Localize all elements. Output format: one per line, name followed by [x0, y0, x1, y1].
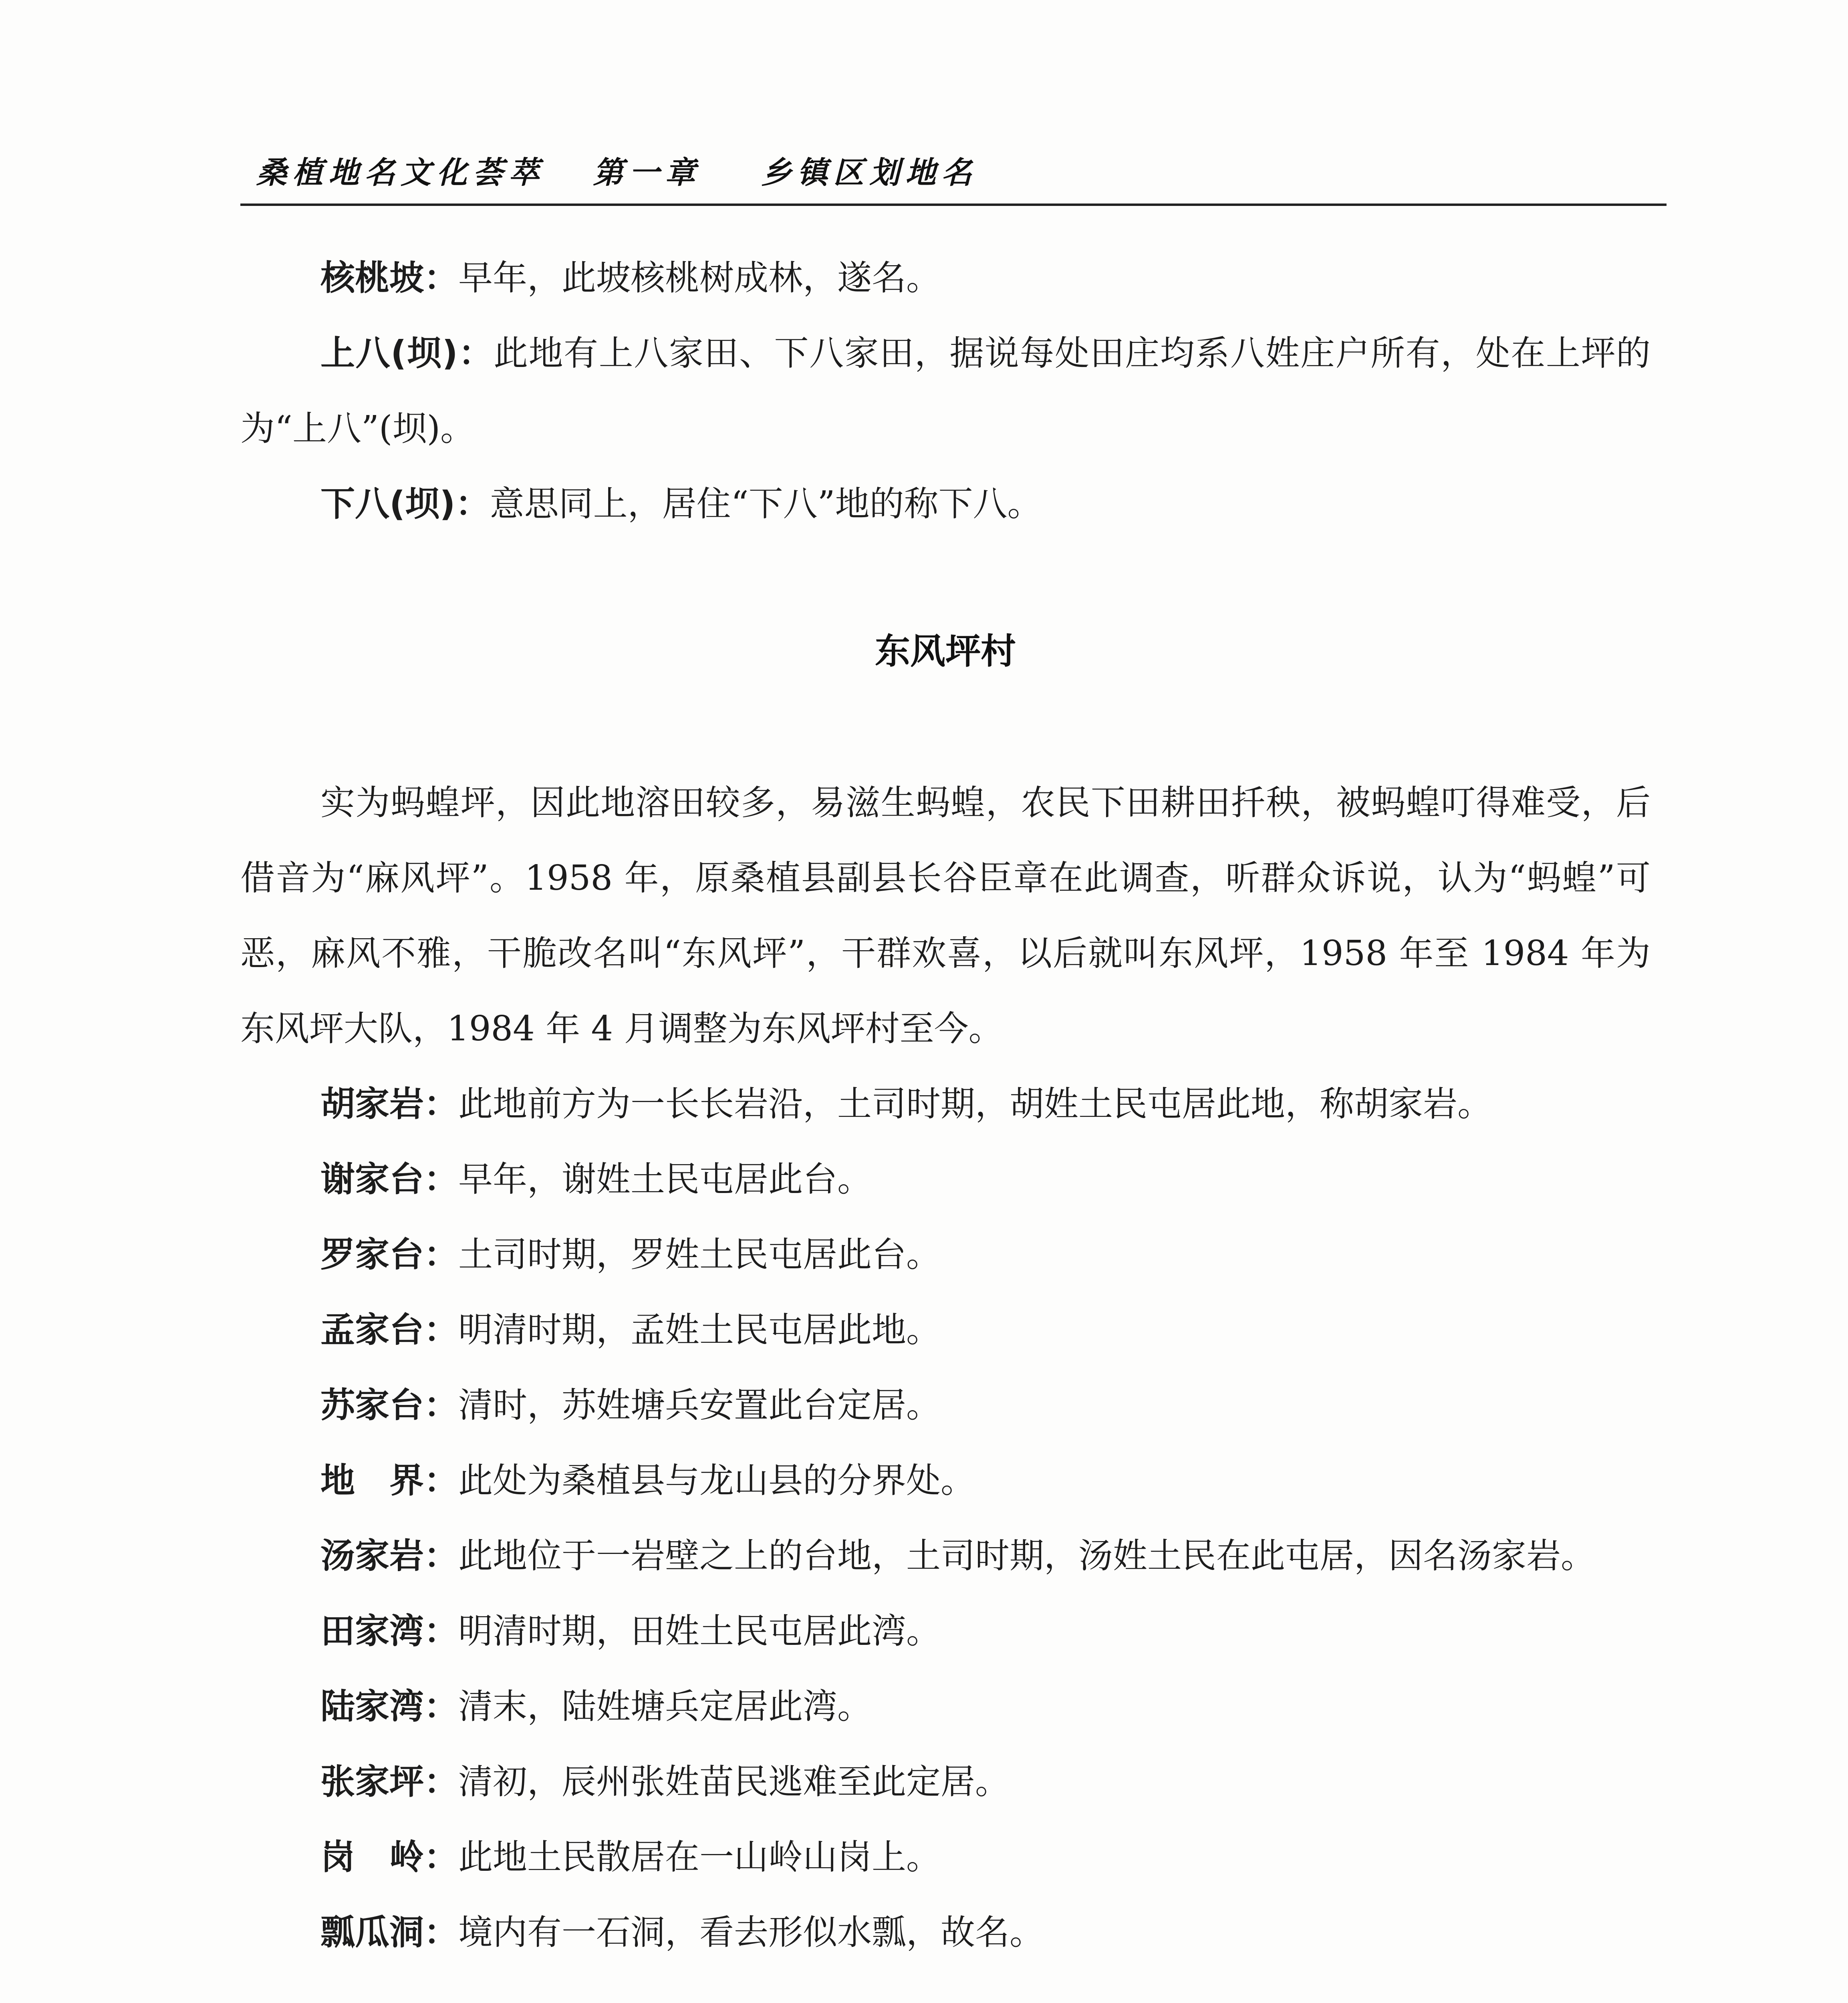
entry-hujiayan [240, 1066, 1651, 1142]
entry-text: 境内有一石洞，看去形似水瓢，故名。 [458, 1912, 1044, 1953]
entry-tangjiayan [240, 1518, 1651, 1594]
entry-text: 早年，谢姓土民屯居此台。 [458, 1159, 872, 1199]
entry-hetaopo [240, 240, 1651, 316]
entry-term: 下八(坝)： [320, 484, 490, 524]
entry-term: 胡家岩： [320, 1084, 458, 1124]
entry-text: 土司时期，罗姓土民屯居此台。 [458, 1235, 941, 1275]
entry-term: 苏家台： [320, 1385, 458, 1425]
section-paragraph-dongfengping: 实为蚂蝗坪，因此地溶田较多，易滋生蚂蝗，农民下田耕田扦秧，被蚂蝗叮得难受，后借音为“麻风坪”。1958 年，原桑植县副县长谷臣章在此调查，听群众诉说，认为“蚂蝗”可恶，麻风不雅，干脆改名叫“东风坪”，干群欢喜，以后就叫东风坪，1958 年至 1984 年为东风坪大队，1984 年 4 月调整为东风坪村至今。 [240, 783, 1651, 1049]
entry-term: 陆家湾： [320, 1687, 458, 1727]
entry-term: 孟家台： [320, 1310, 458, 1350]
entry-text: 清时，苏姓塘兵安置此台定居。 [458, 1385, 941, 1425]
entry-text: 明清时期，田姓土民屯居此湾。 [458, 1611, 941, 1651]
entry-text: 明清时期，孟姓土民屯居此地。 [458, 1310, 941, 1350]
entry-tianjiawan [240, 1594, 1651, 1669]
entry-text: 此地前方为一长长岩沿，土司时期，胡姓土民屯居此地，称胡家岩。 [458, 1084, 1492, 1124]
header-book-title: 桑植地名文化荟萃 [256, 155, 545, 190]
entry-sujiatai [240, 1368, 1651, 1443]
header-chapter: 第一章 [593, 155, 701, 190]
entry-xiejiatai [240, 1142, 1651, 1217]
entry-text: 早年，此坡核桃树成林，遂名。 [458, 258, 941, 298]
entry-term: 岗 岭： [320, 1837, 458, 1877]
section-title-dongfengping: 东风坪村 [875, 631, 1016, 672]
entry-gangling [240, 1820, 1651, 1895]
header-section: 乡镇区划地名 [761, 155, 977, 190]
entry-zhangjiaping [240, 1744, 1651, 1820]
entry-text: 此地有上八家田、下八家田，据说每处田庄均系八姓庄户所有，处在上坪的为“上八”(坝)。 [240, 333, 1651, 449]
entry-piaoguadong [240, 1895, 1651, 1970]
entry-luojiatai [240, 1217, 1651, 1292]
entry-term: 谢家台： [320, 1159, 458, 1199]
header-rule [240, 204, 1667, 206]
entry-term: 张家坪： [320, 1762, 458, 1802]
entry-text: 意思同上，居住“下八”地的称下八。 [490, 484, 1042, 524]
entry-term: 上八(坝)： [320, 333, 494, 373]
running-header [240, 148, 1667, 196]
page-content [240, 240, 1651, 2003]
entry-term: 瓢瓜洞： [320, 1912, 458, 1953]
entry-text: 此地位于一岩壁之上的台地，土司时期，汤姓土民在此屯居，因名汤家岩。 [458, 1536, 1595, 1576]
entry-term: 罗家台： [320, 1235, 458, 1275]
entry-text: 清初，辰州张姓苗民逃难至此定居。 [458, 1762, 1010, 1802]
entry-term: 汤家岩： [320, 1536, 458, 1576]
entry-dijie [240, 1443, 1651, 1518]
entry-term: 地 界： [320, 1461, 458, 1501]
entry-lujiawan [240, 1669, 1651, 1744]
entry-text: 此处为桑植县与龙山县的分界处。 [458, 1461, 975, 1501]
entry-mengjiatai [240, 1292, 1651, 1368]
entry-xiaba [240, 466, 1651, 542]
entry-text: 清末，陆姓塘兵定居此湾。 [458, 1687, 872, 1727]
entry-term: 田家湾： [320, 1611, 458, 1651]
entry-term: 核桃坡： [320, 258, 458, 298]
entry-shangba [240, 316, 1651, 466]
entry-text: 此地土民散居在一山岭山岗上。 [458, 1837, 941, 1877]
